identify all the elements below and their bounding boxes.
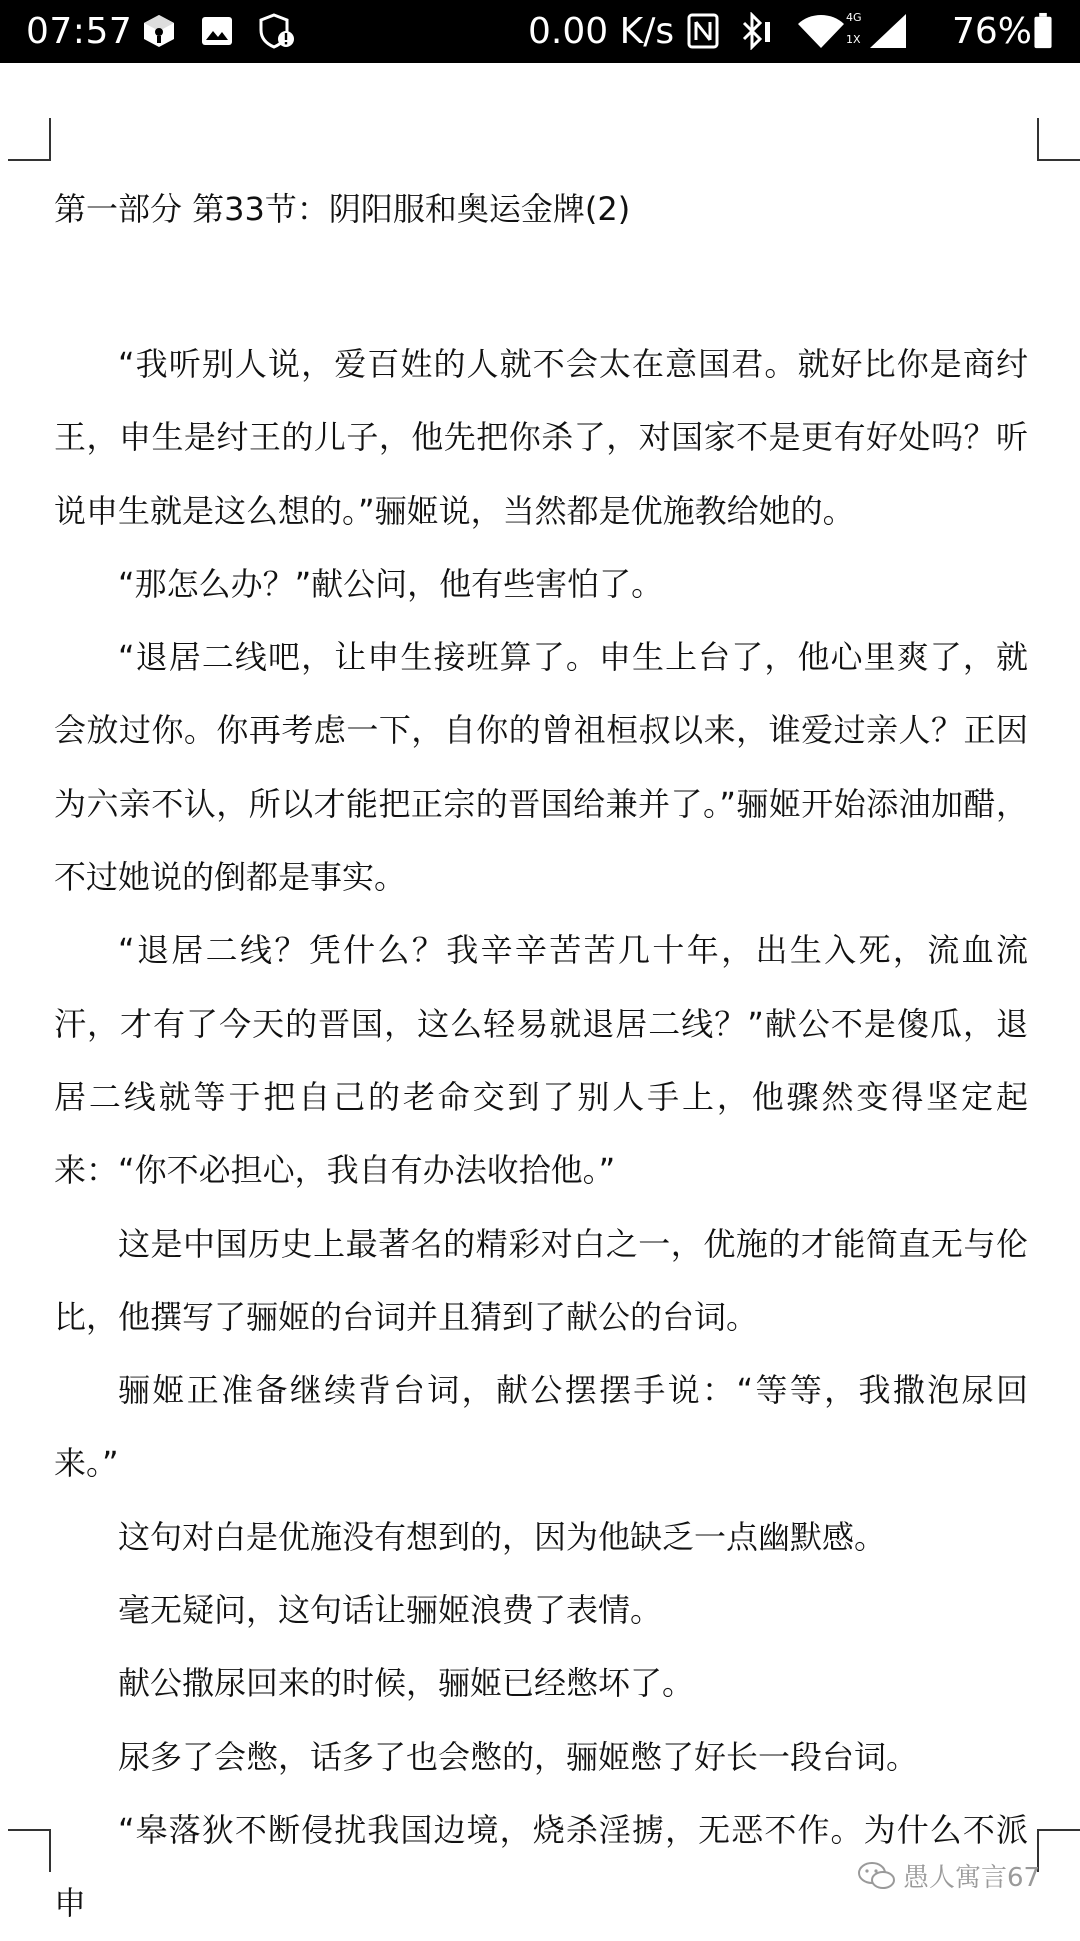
app-notification-icon — [140, 12, 178, 50]
paragraph: 这句对白是优施没有想到的，因为他缺乏一点幽默感。 — [118, 1517, 887, 1556]
document-page[interactable] — [0, 63, 1080, 1923]
paragraph: “皋落狄不断侵扰我国边境，烧杀淫掳，无恶不作。为什么不派申 — [54, 1810, 1028, 1923]
paragraph: 献公撒尿回来的时候，骊姬已经憋坏了。 — [118, 1664, 695, 1703]
battery-icon — [1032, 12, 1054, 50]
wifi-icon — [796, 12, 846, 50]
paragraph: 毫无疑问，这句话让骊姬浪费了表情。 — [118, 1591, 663, 1630]
watermark — [857, 1857, 1040, 1894]
battery-percent: 76% — [952, 11, 1033, 52]
page-title: 第一部分 第33节：阴阳服和奥运金牌(2) — [54, 190, 631, 228]
shield-alert-icon — [258, 12, 296, 50]
crop-mark-top-right — [1036, 118, 1080, 162]
signal-icon — [868, 12, 908, 50]
watermark-text: 愚人寓言67 — [903, 1863, 1041, 1893]
wechat-icon — [857, 1861, 897, 1891]
bluetooth-icon — [738, 12, 774, 50]
status-time: 07:57 — [26, 11, 133, 52]
crop-mark-bottom-left — [8, 1828, 52, 1872]
network-type-bottom: 1X — [846, 33, 861, 46]
image-icon — [200, 12, 234, 50]
nfc-icon — [686, 12, 720, 50]
paragraph: 骊姬正准备继续背台词，献公摆摆手说：“等等，我撒泡尿回来。” — [54, 1371, 1028, 1483]
crop-mark-top-left — [8, 118, 52, 162]
paragraph: “退居二线？凭什么？我辛辛苦苦几十年，出生入死，流血流汗，才有了今天的晋国，这么轻易就退居二线？”献公不是傻瓜，退居二线就等于把自己的老命交到了别人手上，他骤然变得坚定起来：“你不必担心，我自有办法收拾他。” — [54, 931, 1028, 1190]
document-body — [54, 328, 1028, 1941]
paragraph: 这是中国历史上最著名的精彩对白之一，优施的才能简直无与伦比，他撰写了骊姬的台词并且猜到了献公的台词。 — [54, 1224, 1028, 1336]
status-bar — [0, 0, 1080, 63]
crop-mark-bottom-right — [1036, 1828, 1080, 1872]
net-speed: 0.00 K/s — [528, 11, 675, 52]
network-type-top: 4G — [846, 11, 862, 24]
paragraph: “我听别人说，爱百姓的人就不会太在意国君。就好比你是商纣王，申生是纣王的儿子，他先把你杀了，对国家不是更有好处吗？听说申生就是这么想的。”骊姬说，当然都是优施教给她的。 — [54, 345, 1028, 530]
paragraph: 尿多了会憋，话多了也会憋的，骊姬憋了好长一段台词。 — [118, 1737, 919, 1776]
paragraph: “那怎么办？”献公问，他有些害怕了。 — [118, 564, 664, 603]
paragraph: “退居二线吧，让申生接班算了。申生上台了，他心里爽了，就会放过你。你再考虑一下，自你的曾祖桓叔以来，谁爱过亲人？正因为六亲不认，所以才能把正宗的晋国给兼并了。”骊姬开始添油加醋，不过她说的倒都是事实。 — [54, 638, 1028, 897]
